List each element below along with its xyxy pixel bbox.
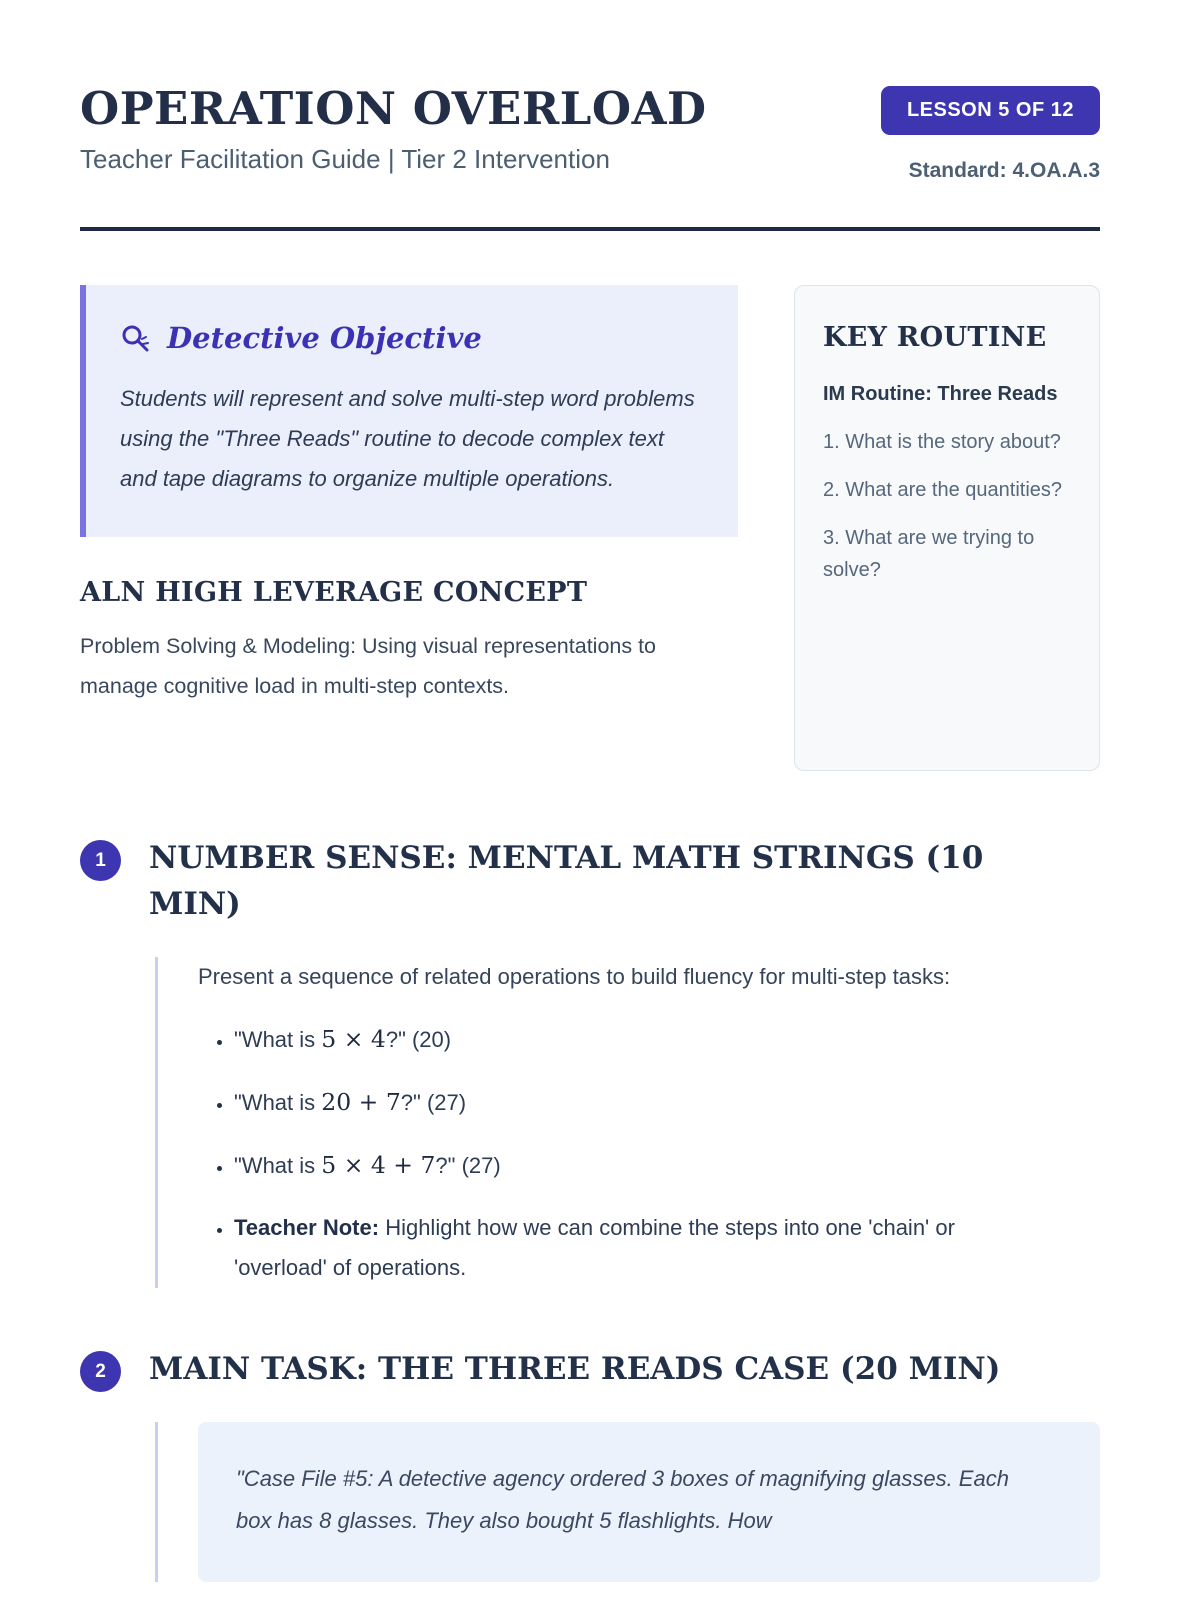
concept-text: Problem Solving & Modeling: Using visual representations to manage cognitive load in multi-step contexts. xyxy=(80,634,657,698)
key-routine-subheading: IM Routine: Three Reads xyxy=(823,383,1058,405)
section-1-content xyxy=(155,957,1100,1288)
objective-callout xyxy=(80,285,738,537)
teacher-note-label: Teacher Note: xyxy=(234,1215,380,1240)
bullet-suffix: ?" (27) xyxy=(435,1153,501,1178)
section-1-heading: NUMBER SENSE: MENTAL MATH STRINGS (10 MIN) xyxy=(149,840,984,922)
section-1-number-badge: 1 xyxy=(80,840,121,881)
list-item xyxy=(234,1082,1009,1123)
math-expression: 5 × 4 xyxy=(321,1025,386,1053)
lesson-badge: LESSON 5 OF 12 xyxy=(881,86,1100,135)
top-columns xyxy=(80,285,1100,771)
objective-heading-row xyxy=(120,321,704,355)
bullet-suffix: ?" (27) xyxy=(400,1090,467,1115)
header-meta-block xyxy=(881,84,1100,183)
left-column xyxy=(80,285,738,706)
mental-math-list xyxy=(198,1019,1100,1288)
section-2-header xyxy=(80,1346,1100,1392)
routine-step-1: 1. What is the story about? xyxy=(823,431,1061,453)
concept-heading: ALN HIGH LEVERAGE CONCEPT xyxy=(80,577,588,608)
math-expression: 20 + 7 xyxy=(321,1088,401,1116)
objective-text: Students will represent and solve multi-step word problems using the "Three Reads" routine to decode complex text and tape diagrams to organize multiple operations. xyxy=(120,386,695,491)
section-2-content xyxy=(155,1422,1100,1582)
objective-heading: Detective Objective xyxy=(167,321,482,355)
header-divider xyxy=(80,227,1100,231)
section-1-intro: Present a sequence of related operations to build fluency for multi-step tasks: xyxy=(198,964,951,989)
key-routine-panel xyxy=(794,285,1100,771)
case-file-callout xyxy=(198,1422,1100,1582)
section-2-heading: MAIN TASK: THE THREE READS CASE (20 MIN) xyxy=(149,1351,1001,1387)
routine-step-3: 3. What are we trying to solve? xyxy=(823,527,1035,581)
bullet-prefix: "What is xyxy=(234,1027,322,1052)
case-file-text: "Case File #5: A detective agency ordered 3 boxes of magnifying glasses. Each box has 8 glasses. They also bought 5 flashlights. How xyxy=(236,1466,1009,1533)
key-routine-heading: KEY ROUTINE xyxy=(823,322,1047,353)
section-2-number-badge: 2 xyxy=(80,1351,121,1392)
list-item xyxy=(234,1145,1009,1186)
page-subtitle: Teacher Facilitation Guide | Tier 2 Intervention xyxy=(80,143,610,174)
bullet-suffix: ?" (20) xyxy=(385,1027,452,1052)
bullet-prefix: "What is xyxy=(234,1090,322,1115)
teacher-note-text: Highlight how we can combine the steps into one 'chain' or 'overload' of operations. xyxy=(234,1215,955,1280)
standard-label: Standard: 4.OA.A.3 xyxy=(908,159,1100,182)
routine-step-2: 2. What are the quantities? xyxy=(823,479,1063,501)
page-title: OPERATION OVERLOAD xyxy=(80,82,707,135)
list-item xyxy=(234,1019,1009,1060)
page-header xyxy=(80,84,1100,183)
section-1-header xyxy=(80,835,1100,927)
math-expression: 5 × 4 + 7 xyxy=(321,1151,436,1179)
teacher-note-item xyxy=(234,1208,1009,1288)
bullet-prefix: "What is xyxy=(234,1153,322,1178)
detective-magnifier-icon xyxy=(120,322,152,354)
header-title-block xyxy=(80,84,707,175)
